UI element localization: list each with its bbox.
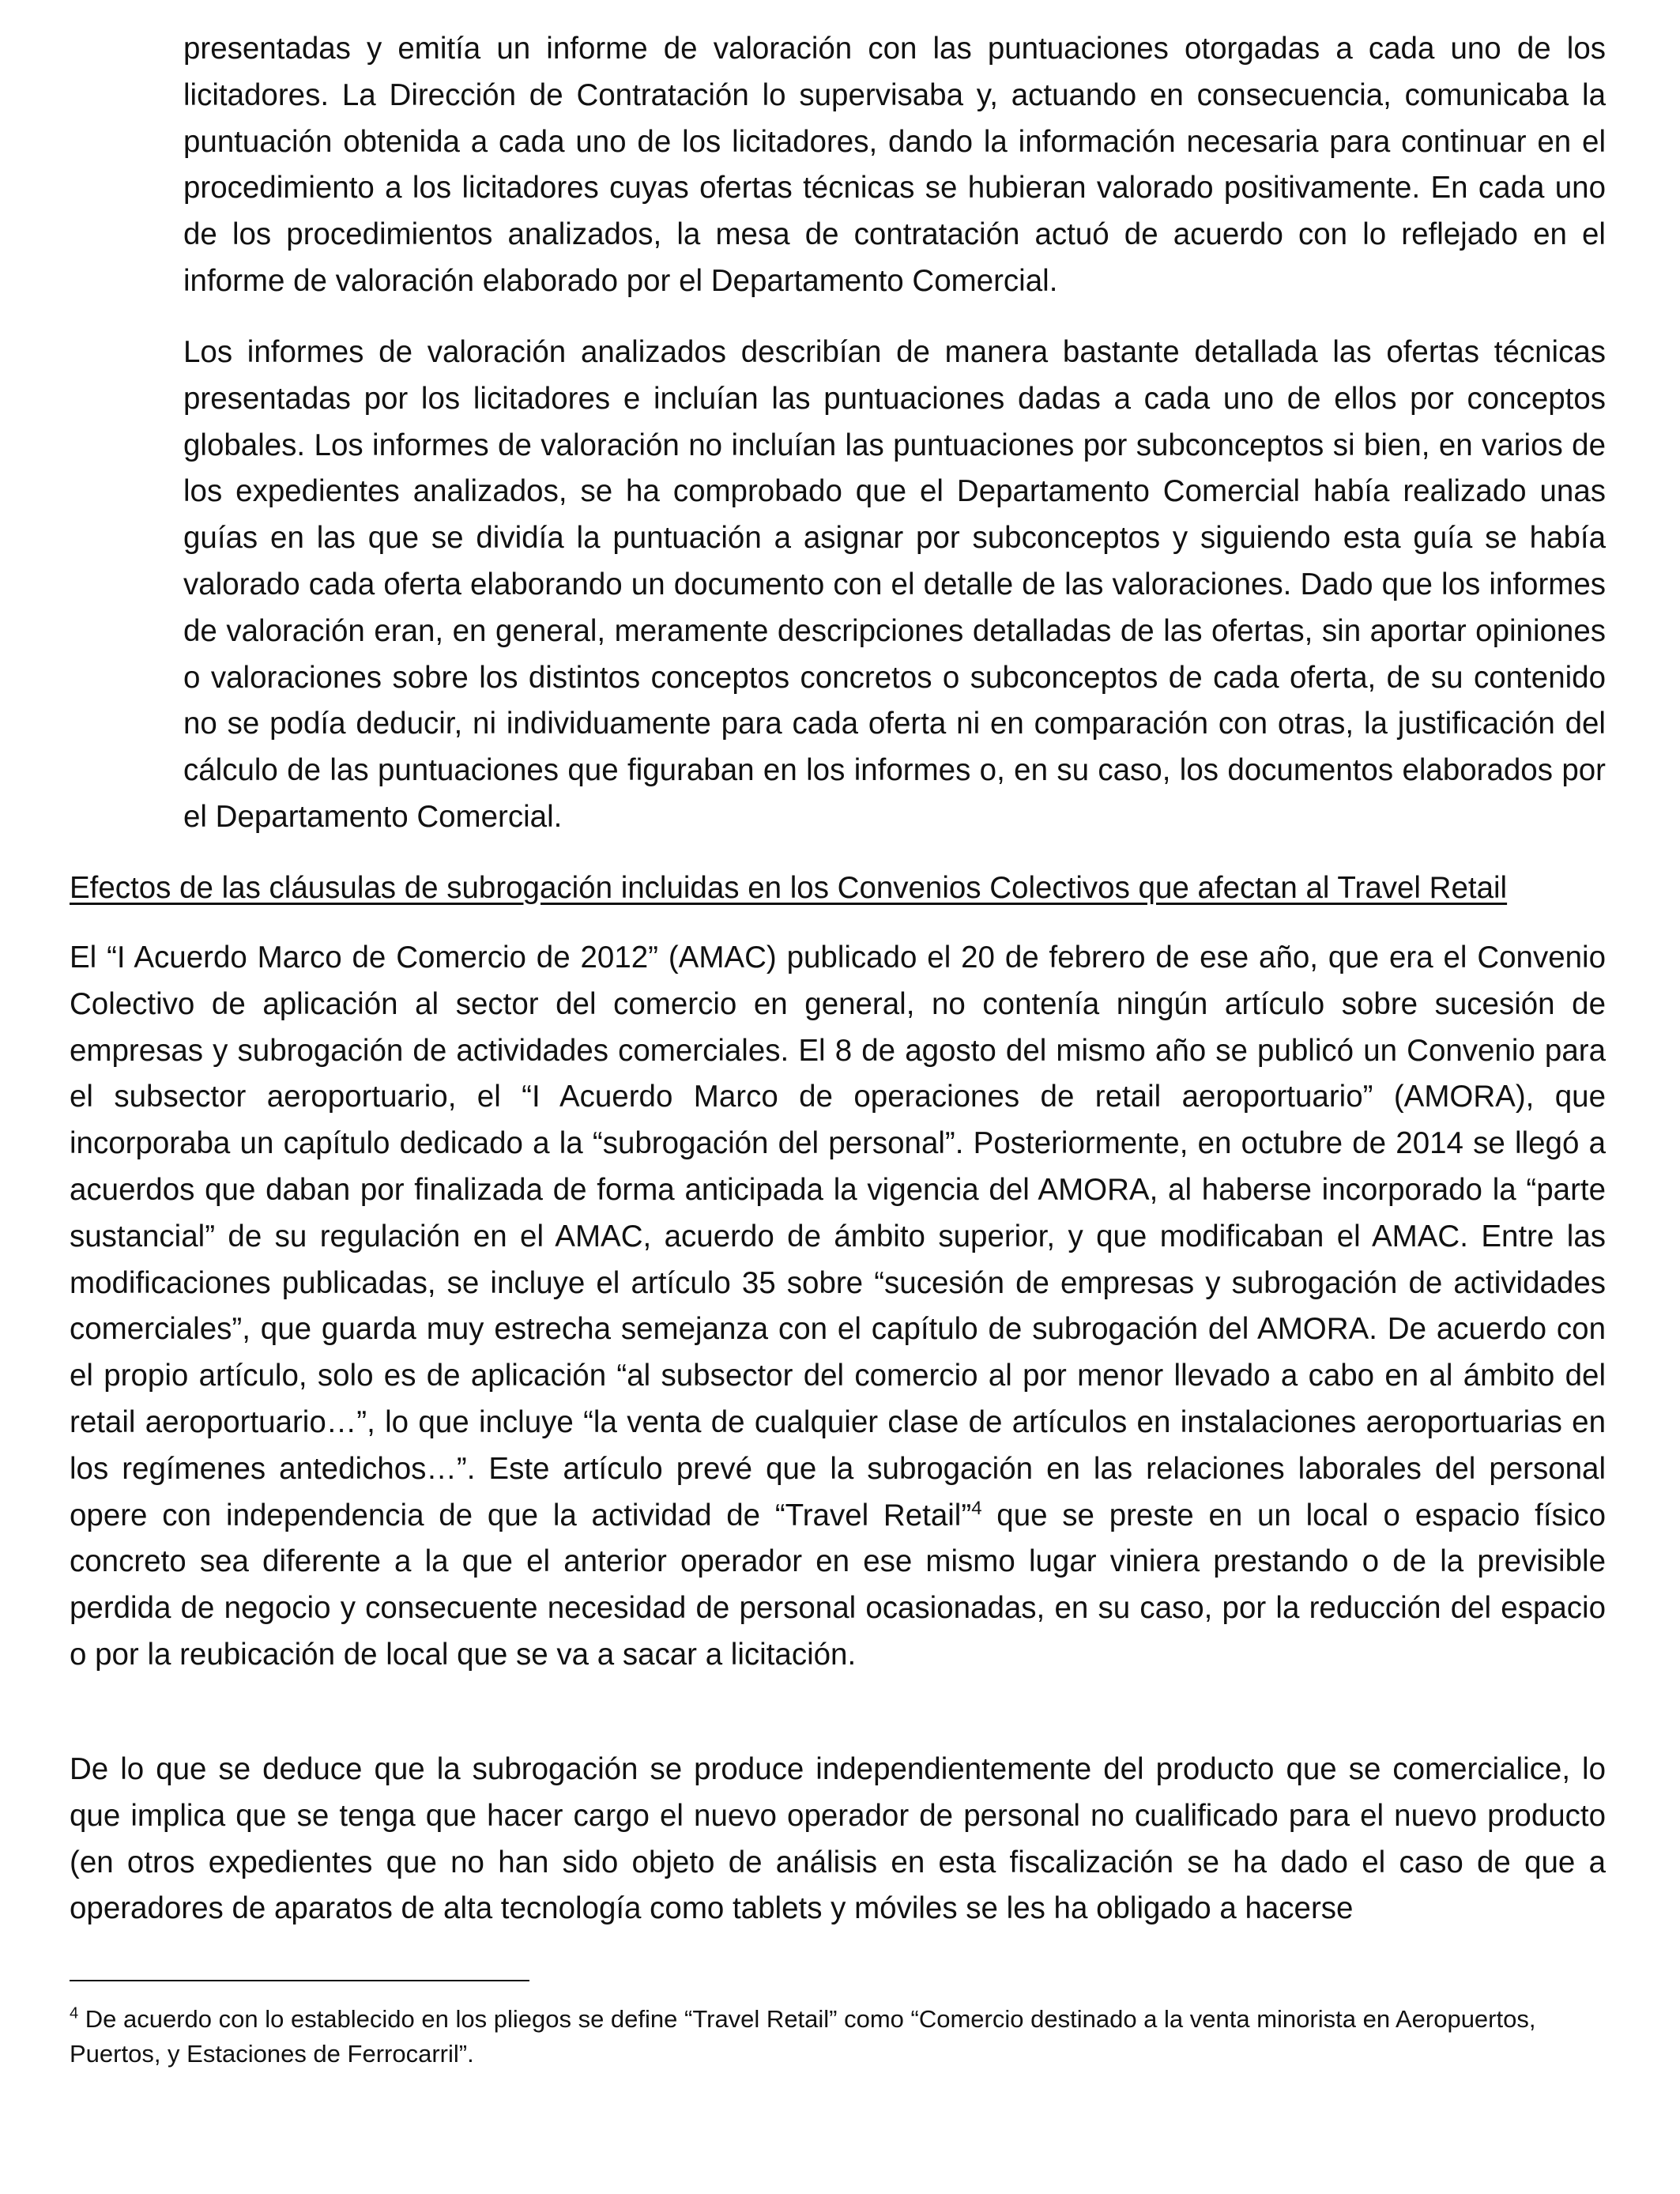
paragraph-amac-amora-text-a: El “I Acuerdo Marco de Comercio de 2012” (AMAC) publicado el 20 de febrero de ese año, que era el Convenio Colectivo de aplicación al sector del comercio en general, no contenía ningún artículo sobre sucesión de empresas y subrogación de actividades comerciales. El 8 de agosto del mismo año se publicó un Convenio para el subsector aeroportuario, el “I Acuerdo Marco de operaciones de retail aeroportuario” (AMORA), que incorporaba un capítulo dedicado a la “subrogación del personal”. Posteriormente, en octubre de 2014 se llegó a acuerdos que daban por finalizada de forma anticipada la vigencia del AMORA, al haberse incorporado la “parte sustancial” de su regulación en el AMAC, acuerdo de ámbito superior, y que modificaban el AMAC. Entre las modificaciones publicadas, se incluye el artículo 35 sobre “sucesión de empresas y subrogación de actividades comerciales”, que guarda muy estrecha semejanza con el capítulo de subrogación del AMORA. De acuerdo con el propio artículo, solo es de aplicación “al subsector del comercio al por menor llevado a cabo en al ámbito del retail aeroportuario…”, lo que incluye “la venta de cualquier clase de artículos en instalaciones aeroportuarias en los regímenes antedichos…”. Este artículo prevé que la subrogación en las relaciones laborales del personal opere con independencia de que la actividad de “Travel Retail” [70,941,1606,1532]
paragraph-valuation-reports: Los informes de valoración analizados describían de manera bastante detallada las ofertas técnicas presentadas por los licitadores e incluían las puntuaciones dadas a cada uno de ellos por conceptos globales. Los informes de valoración no incluían las puntuaciones por subconceptos si bien, en varios de los expedientes analizados, se ha comprobado que el Departamento Comercial había realizado unas guías en las que se dividía la puntuación a asignar por subconceptos y siguiendo esta guía se había valorado cada oferta elaborando un documento con el detalle de las valoraciones. Dado que los informes de valoración eran, en general, meramente descripciones detalladas de las ofertas, sin aportar opiniones o valoraciones sobre los distintos conceptos concretos o subconceptos de cada oferta, de su contenido no se podía deducir, ni individuamente para cada oferta ni en comparación con otras, la justificación del cálculo de las puntuaciones que figuraban en los informes o, en su caso, los documentos elaborados por el Departamento Comercial. [183,335,1606,834]
footnote-separator [70,1980,529,1981]
paragraph-valuation-process: presentadas y emitía un informe de valoración con las puntuaciones otorgadas a cada uno de los licitadores. La Dirección de Contratación lo supervisaba y, actuando en consecuencia, comunicaba la puntuación obtenida a cada uno de los licitadores, dando la información necesaria para continuar en el procedimiento a los licitadores cuyas ofertas técnicas se hubieran valorado positivamente. En cada uno de los procedimientos analizados, la mesa de contratación actuó de acuerdo con lo reflejado en el informe de valoración elaborado por el Departamento Comercial. [183,32,1606,298]
section-heading-subrogation: Efectos de las cláusulas de subrogación incluidas en los Convenios Colectivos que afectan al Travel Retail [70,871,1508,905]
footnote-number: 4 [70,2004,79,2022]
paragraph-subrogation-consequence: De lo que se deduce que la subrogación se produce independientemente del producto que se comercialice, lo que implica que se tenga que hacer cargo el nuevo operador de personal no cualificado para el nuevo producto (en otros expedientes que no han sido objeto de análisis en esta fiscalización se ha dado el caso de que a operadores de aparatos de alta tecnología como tablets y móviles se les ha obligado a hacerse [70,1752,1606,1926]
footnote-text: De acuerdo con lo establecido en los pliegos se define “Travel Retail” como “Comercio destinado a la venta minorista en Aeropuertos, Puertos, y Estaciones de Ferrocarril”. [70,2005,1536,2068]
paragraph-amac-amora [70,935,1606,1679]
footnote-reference[interactable]: 4 [971,1497,982,1519]
paragraph-amac-amora-text-b: que se preste en un local o espacio físico concreto sea diferente a la que el anterior operador en ese mismo lugar viniera prestando o de la previsible perdida de negocio y consecuente necesidad de personal ocasionadas, en su caso, por la reducción del espacio o por la reubicación de local que se va a sacar a licitación. [70,1498,1606,1672]
footnote [70,2002,1571,2071]
